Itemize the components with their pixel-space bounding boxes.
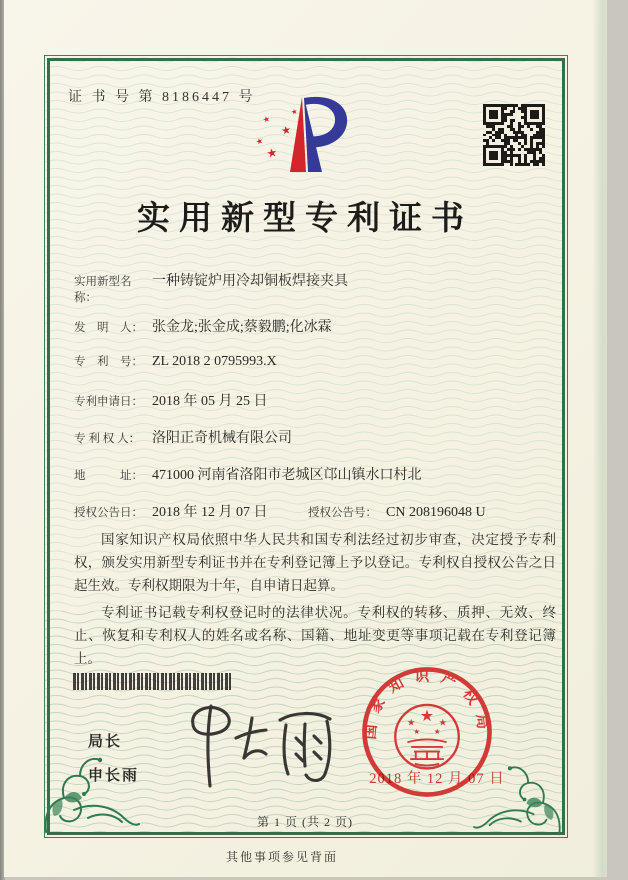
field-value: 张金龙;张金成;蔡毅鹏;化冰霖: [152, 320, 332, 335]
field-label: 授权公告号：: [308, 507, 377, 519]
svg-text:★: ★: [438, 717, 448, 729]
field-value: 2018 年 05 月 25 日: [152, 394, 268, 409]
logo-stars: [255, 107, 299, 161]
certificate-title: 实用新型专利证书: [137, 201, 473, 237]
field-value: 一种铸锭炉用冷却铜板焊接夹具: [152, 274, 348, 289]
svg-text:★: ★: [419, 705, 435, 725]
field-grant-publication-number: [308, 504, 542, 521]
svg-text:★: ★: [265, 145, 279, 161]
field-label: 发 明 人：: [74, 322, 143, 334]
field-label: 地 址：: [74, 470, 143, 482]
logo-blue-stem: [304, 97, 322, 172]
back-side-note: 其他事项参见背面: [225, 850, 338, 864]
field-label: 专利申请日：: [74, 396, 143, 408]
field-label: 专 利 号：: [74, 356, 143, 368]
cnipa-patent-logo-icon: [252, 94, 356, 178]
field-grant-date: [74, 501, 308, 521]
field-address: [74, 464, 556, 490]
field-value: ZL 2018 2 0795993.X: [152, 354, 277, 369]
director-signature-icon: [176, 694, 346, 794]
page-indicator: 第 1 页 (共 2 页): [257, 815, 353, 829]
logo-p-bowl: [304, 97, 347, 147]
legal-text: [74, 528, 556, 674]
certificate-number: 8186447: [162, 90, 232, 105]
legal-paragraph-2: 专利证书记载专利权登记时的法律状况。专利权的转移、质押、无效、终止、恢复和专利权人的姓名或名称、国籍、地址变更等事项记载在专利登记簿上。: [74, 605, 556, 666]
field-patent-number: [74, 353, 556, 379]
patent-fields: [74, 270, 556, 538]
director-name: 申长雨: [88, 767, 140, 784]
legal-paragraph-1: 国家知识产权局依照中华人民共和国专利法经过初步审查，决定授予专利权，颁发实用新型专利证书并在专利登记簿上予以登记。专利权自授权公告之日起生效。专利权期限为十年，自申请日起算。: [74, 532, 556, 593]
field-label: 授权公告日：: [74, 507, 143, 519]
field-value: CN 208196048 U: [386, 505, 486, 520]
certificate-number-line: [68, 86, 256, 106]
field-inventors: [74, 316, 556, 342]
field-value: 471000 河南省洛阳市老城区邙山镇水口村北: [152, 468, 422, 483]
field-value: 2018 年 12 月 07 日: [152, 505, 268, 520]
certificate-content: [4, 0, 607, 877]
field-grant-row: [74, 501, 556, 527]
field-patentee: [74, 427, 556, 453]
qr-module: [542, 163, 545, 166]
svg-text:★: ★: [406, 717, 416, 729]
field-filing-date: [74, 390, 556, 416]
seal-date: 2018 年 12 月 07 日: [369, 771, 505, 787]
svg-text:★: ★: [261, 114, 272, 125]
certificate-page: [4, 0, 607, 877]
svg-text:★: ★: [433, 726, 441, 736]
svg-text:★: ★: [280, 123, 293, 138]
seal-agency-text: 国家知识产权局: [362, 668, 492, 741]
qr-code-icon: [483, 104, 545, 166]
barcode-icon: [73, 673, 231, 690]
field-utility-model-name: [74, 270, 556, 304]
field-label: 专 利 权 人：: [74, 433, 141, 445]
certificate-number-prefix: 证 书 号 第: [68, 90, 156, 105]
seal-national-emblem: [395, 705, 458, 768]
field-value: 洛阳正奇机械有限公司: [152, 431, 292, 446]
field-label: 实用新型名称：: [74, 276, 132, 304]
director-title: 局长: [88, 733, 123, 750]
svg-text:★: ★: [413, 726, 421, 736]
certificate-number-suffix: 号: [238, 90, 256, 105]
svg-text:★: ★: [254, 136, 265, 147]
svg-text:★: ★: [290, 107, 299, 117]
